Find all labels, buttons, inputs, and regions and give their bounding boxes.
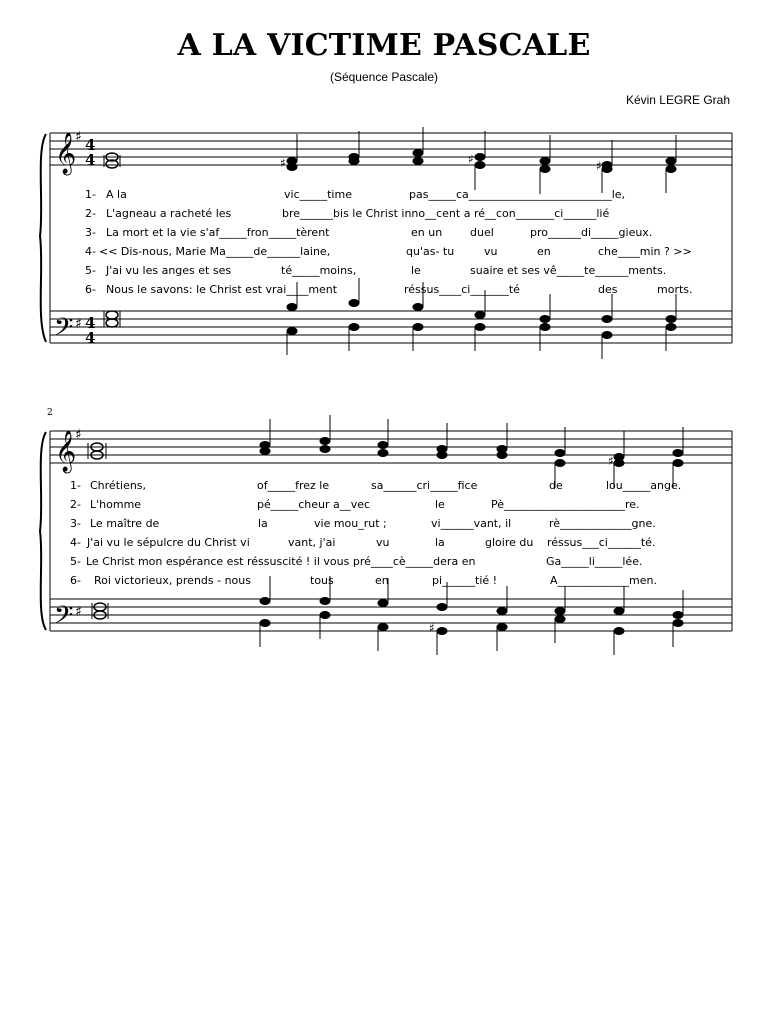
grand-staff-brace [40,134,46,342]
lyric-syllable: sa______cri_____fice [371,479,478,492]
lyric-syllable: che____min ? >> [598,245,692,258]
lyric-syllable: en [375,574,389,587]
svg-text:♯: ♯ [429,621,435,635]
lyric-syllable: A la [106,188,127,201]
lyric-syllable: vu [376,536,390,549]
lyric-syllable: A_____________men. [550,574,657,587]
page-title: A LA VICTIME PASCALE [177,28,591,63]
lyric-syllable: bre______bis le Christ inno__cent a ré__con_______ci______lié [282,207,610,220]
verse-number: 5- [70,555,81,568]
treble-staff [50,431,732,463]
verse-number: 1- [85,188,96,201]
bass-clef-icon: 𝄢 [54,313,74,348]
treble-notes [260,415,683,488]
treble-sharp-key: ♯ [75,427,82,443]
bass-staff [50,311,732,343]
lyric-syllable: en un [411,226,443,239]
lyric-syllable: Le Christ mon espérance est réssuscité ! il vous pré____cè_____dera en [86,555,476,568]
lyric-syllable: J'ai vu le sépulcre du Christ vi [87,536,250,549]
lyric-syllable: L'homme [90,498,142,511]
composer-name: Kévin LEGRE Grah [625,93,730,107]
treble-clef-icon: 𝄞 [55,133,77,174]
treble-breve-chord [88,443,106,459]
bass-breve-chord [92,603,108,619]
svg-text:♯: ♯ [280,156,286,170]
lyric-syllable: suaire et ses vê_____te______ments. [470,264,667,277]
bass-clef-icon: 𝄢 [54,601,74,636]
lyric-syllable: Ga_____li_____lée. [546,555,643,568]
lyric-syllable: Le maître de [90,517,160,530]
lyric-syllable: vic_____time [284,188,352,201]
bass-time-sig-bottom: 4 [85,329,96,347]
bass-sharp-key: ♯ [75,604,82,620]
lyric-syllable: L'agneau a racheté les [106,207,232,220]
lyric-syllable: réssus____ci_______té [404,283,520,296]
bass-staff [50,599,732,631]
treble-time-sig-bottom: 4 [85,151,96,169]
lyric-syllable: << Dis-nous, Marie Ma_____de______laine, [99,245,331,258]
lyric-syllable: pas_____ca__________________________le, [409,188,626,201]
lyric-syllable: vi______vant, il [431,517,512,530]
svg-text:♯: ♯ [596,159,602,173]
verse-number: 4- [70,536,81,549]
lyric-syllable: gloire du [485,536,534,549]
lyric-syllable: pé_____cheur a__vec [257,498,371,511]
lyric-syllable: vie mou_rut ; [314,517,387,530]
lyric-syllable: rè_____________gne. [549,517,656,530]
lyric-syllable: tous [310,574,334,587]
lyric-syllable: en [537,245,551,258]
lyric-syllable: Nous le savons: le Christ est vrai____ment [106,283,338,296]
verse-number: 2- [85,207,96,220]
verse-number: 6- [70,574,81,587]
treble-staff [50,133,732,165]
lyric-syllable: té_____moins, [281,264,357,277]
lyric-syllable: of_____frez le [257,479,330,492]
lyric-syllable: La mort et la vie s'af_____fron_____tèrent [106,226,330,239]
svg-text:♯: ♯ [608,454,614,468]
verse-number: 6- [85,283,96,296]
lyric-syllable: J'ai vu les anges et ses [106,264,232,277]
lyric-syllable: pro______di_____gieux. [530,226,653,239]
bass-time-sig-top: 4 [85,314,96,332]
lyric-syllable: des [598,283,618,296]
treble-clef-icon: 𝄞 [55,431,77,472]
verse-number: 2- [70,498,81,511]
measure-number: 2 [47,408,53,418]
grand-staff-brace [40,432,46,630]
lyric-syllable: lou_____ange. [606,479,682,492]
svg-text:♯: ♯ [468,152,474,166]
lyric-syllable: qu'as- tu [406,245,455,258]
lyric-syllable: le [435,498,445,511]
lyric-syllable: Chrétiens, [90,479,147,492]
lyric-syllable: la [435,536,445,549]
verse-number: 5- [85,264,96,277]
treble-notes [280,127,676,194]
lyric-syllable: la [258,517,268,530]
treble-time-sig-top: 4 [85,136,96,154]
lyric-syllable: Roi victorieux, prends - nous [94,574,251,587]
lyric-syllable: pi______tié ! [432,574,498,587]
lyric-syllable: vant, j'ai [288,536,336,549]
lyric-syllable: morts. [657,283,693,296]
lyric-syllable: duel [470,226,494,239]
verse-number: 1- [70,479,81,492]
page-subtitle: (Séquence Pascale) [329,70,439,84]
treble-sharp-key: ♯ [75,129,82,145]
lyric-syllable: vu [484,245,498,258]
lyric-syllable: de [549,479,563,492]
verse-number: 3- [85,226,96,239]
lyric-syllable: Pè______________________re. [491,498,640,511]
lyric-syllable: le [411,264,421,277]
bass-sharp-key: ♯ [75,316,82,332]
verse-number: 4- [85,245,96,258]
treble-breve-chord [104,153,120,168]
verse-number: 3- [70,517,81,530]
lyric-syllable: réssus___ci______té. [547,536,656,549]
